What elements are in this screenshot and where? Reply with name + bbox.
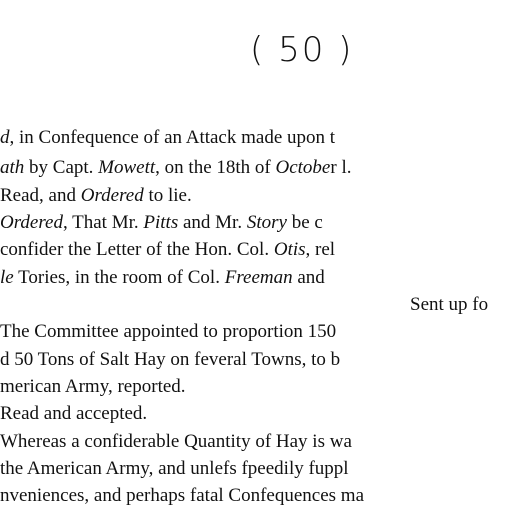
page-number: ( 50 ) xyxy=(250,30,354,70)
italic-text-segment: Freeman xyxy=(224,267,293,288)
text-segment: , on the 18th of xyxy=(155,157,276,178)
text-segment: merican Army, reported. xyxy=(0,376,186,397)
italic-text-segment: Story xyxy=(246,212,287,233)
text-line xyxy=(0,322,336,341)
italic-text-segment: Mowett xyxy=(98,157,156,178)
text-segment: Tories, in the room of Col. xyxy=(13,267,225,288)
text-line xyxy=(0,350,340,369)
italic-text-segment: ath xyxy=(0,157,25,178)
text-segment: r l. xyxy=(330,157,352,178)
text-segment: Sent up fo xyxy=(410,294,489,315)
text-segment: Whereas a confiderable Quantity of Hay is wa xyxy=(0,431,352,452)
text-segment: to lie. xyxy=(143,185,192,206)
text-line xyxy=(0,486,364,505)
text-segment: , rel xyxy=(305,239,336,260)
italic-text-segment: Octobe xyxy=(275,157,331,178)
text-segment: Read and accepted. xyxy=(0,403,148,424)
text-segment: and xyxy=(292,267,325,288)
text-segment: , That Mr. xyxy=(62,212,144,233)
text-segment: and Mr. xyxy=(178,212,247,233)
text-line xyxy=(410,295,488,314)
italic-text-segment: Ordered xyxy=(80,185,144,206)
text-line xyxy=(0,432,352,451)
text-segment: d 50 Tons of Salt Hay on feveral Towns, to b xyxy=(0,349,341,370)
text-segment: nveniences, and perhaps fatal Confequences ma xyxy=(0,485,365,506)
text-segment: be c xyxy=(286,212,323,233)
text-line xyxy=(0,404,147,423)
italic-text-segment: Ordered xyxy=(0,212,63,233)
italic-text-segment: Otis xyxy=(273,239,306,260)
text-line xyxy=(0,240,335,259)
text-segment: The Committee appointed to proportion 150 xyxy=(0,321,337,342)
text-segment: confider the Letter of the Hon. Col. xyxy=(0,239,274,260)
text-line xyxy=(0,268,325,287)
text-segment: , in Confequence of an Attack made upon t xyxy=(9,127,336,148)
text-segment: by Capt. xyxy=(24,157,99,178)
text-line xyxy=(0,377,186,396)
text-line xyxy=(0,213,323,232)
text-line xyxy=(0,158,351,177)
text-segment: the American Army, and unlefs fpeedily fuppl xyxy=(0,458,349,479)
text-segment: Read, and xyxy=(0,185,81,206)
italic-text-segment: Pitts xyxy=(143,212,179,233)
text-line xyxy=(0,459,349,478)
text-line xyxy=(0,186,192,205)
text-line xyxy=(0,128,335,147)
italic-text-segment: d xyxy=(0,127,10,148)
italic-text-segment: le xyxy=(0,267,14,288)
